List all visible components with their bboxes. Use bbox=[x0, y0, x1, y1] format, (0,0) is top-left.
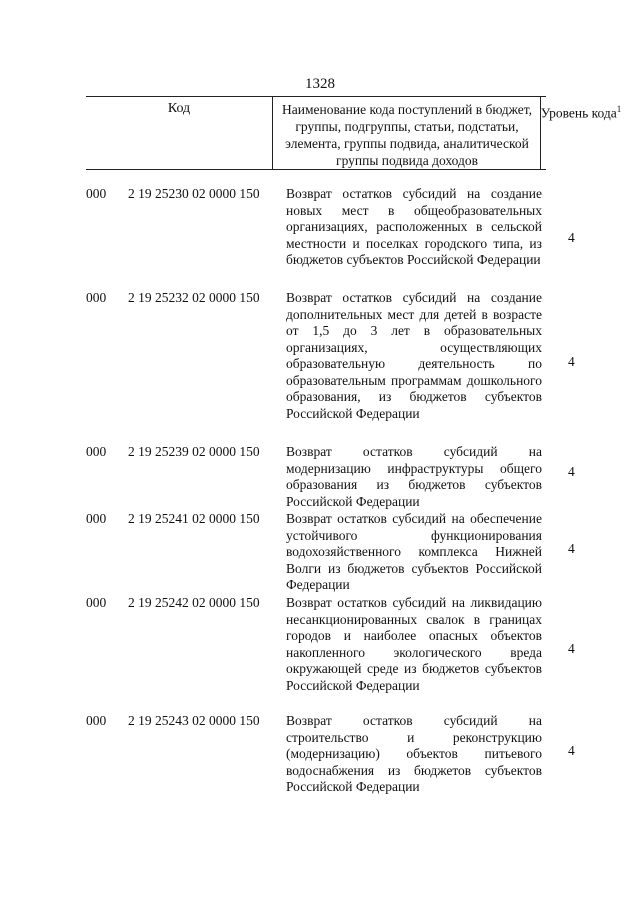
row-level: 4 bbox=[568, 743, 575, 758]
row-level: 4 bbox=[568, 641, 575, 656]
table-row bbox=[86, 511, 606, 595]
header-name: Наименование кода поступлений в бюджет, группы, подгруппы, статьи, подстатьи, элемента, группы подвида, аналитической группы подвида доходов bbox=[281, 102, 532, 168]
revenue-code: 2 19 25239 02 0000 150 bbox=[128, 444, 260, 459]
header-level bbox=[538, 101, 624, 122]
row-description: Возврат остатков субсидий на ликвидацию несанкционированных свалок в границах городов и наиболее опасных объектов накопленного экологического вреда окружающей среде из бюджетов субъектов Российской Федерации bbox=[286, 595, 542, 693]
revenue-code: 2 19 25230 02 0000 150 bbox=[128, 186, 260, 201]
table-header-block bbox=[86, 96, 622, 170]
header-code: Код bbox=[167, 101, 191, 116]
row-level: 4 bbox=[568, 464, 575, 479]
row-level: 4 bbox=[568, 230, 575, 245]
row-description: Возврат остатков субсидий на модернизацию инфраструктуры общего образования из бюджетов субъектов Российской Федерации bbox=[286, 444, 542, 509]
row-description: Возврат остатков субсидий на строительство и реконструкцию (модернизацию) объектов питьевого водоснабжения из бюджетов субъектов Российской Федерации bbox=[286, 713, 542, 794]
header-level-footnote: 1 bbox=[616, 104, 622, 114]
admin-code: 000 bbox=[86, 186, 107, 201]
revenue-code: 2 19 25243 02 0000 150 bbox=[128, 713, 260, 728]
admin-code: 000 bbox=[86, 595, 107, 610]
row-description: Возврат остатков субсидий на обеспечение устойчивого функционирования водохозяйственного комплекса Нижней Волги из бюджетов субъектов Российской Федерации bbox=[286, 511, 542, 592]
row-description: Возврат остатков субсидий на создание дополнительных мест для детей в возрасте от 1,5 до 3 лет в образовательных организациях, осуществляющих образовательную деятельность по образовательным программам дошкольного образования, из бюджетов субъектов Российской Федерации bbox=[286, 290, 542, 421]
table-header bbox=[86, 96, 622, 170]
admin-code: 000 bbox=[86, 444, 107, 459]
admin-code: 000 bbox=[86, 713, 107, 728]
row-level: 4 bbox=[568, 541, 575, 556]
header-level-text: Уровень кода bbox=[540, 105, 617, 121]
revenue-code: 2 19 25242 02 0000 150 bbox=[128, 595, 260, 610]
table-row bbox=[86, 713, 606, 797]
revenue-code: 2 19 25232 02 0000 150 bbox=[128, 290, 260, 305]
column-divider bbox=[272, 97, 273, 169]
table-body bbox=[86, 186, 606, 797]
table-row bbox=[86, 186, 606, 290]
table-row bbox=[86, 595, 606, 713]
table-row bbox=[86, 290, 606, 444]
admin-code: 000 bbox=[86, 511, 107, 526]
row-description: Возврат остатков субсидий на создание новых мест в общеобразовательных организациях, расположенных в сельской местности и поселках городского типа, из бюджетов субъектов Российской Федерации bbox=[286, 186, 542, 267]
admin-code: 000 bbox=[86, 290, 107, 305]
revenue-code: 2 19 25241 02 0000 150 bbox=[128, 511, 260, 526]
page-number: 1328 bbox=[305, 76, 335, 92]
row-level: 4 bbox=[568, 354, 575, 369]
table-row bbox=[86, 444, 606, 511]
